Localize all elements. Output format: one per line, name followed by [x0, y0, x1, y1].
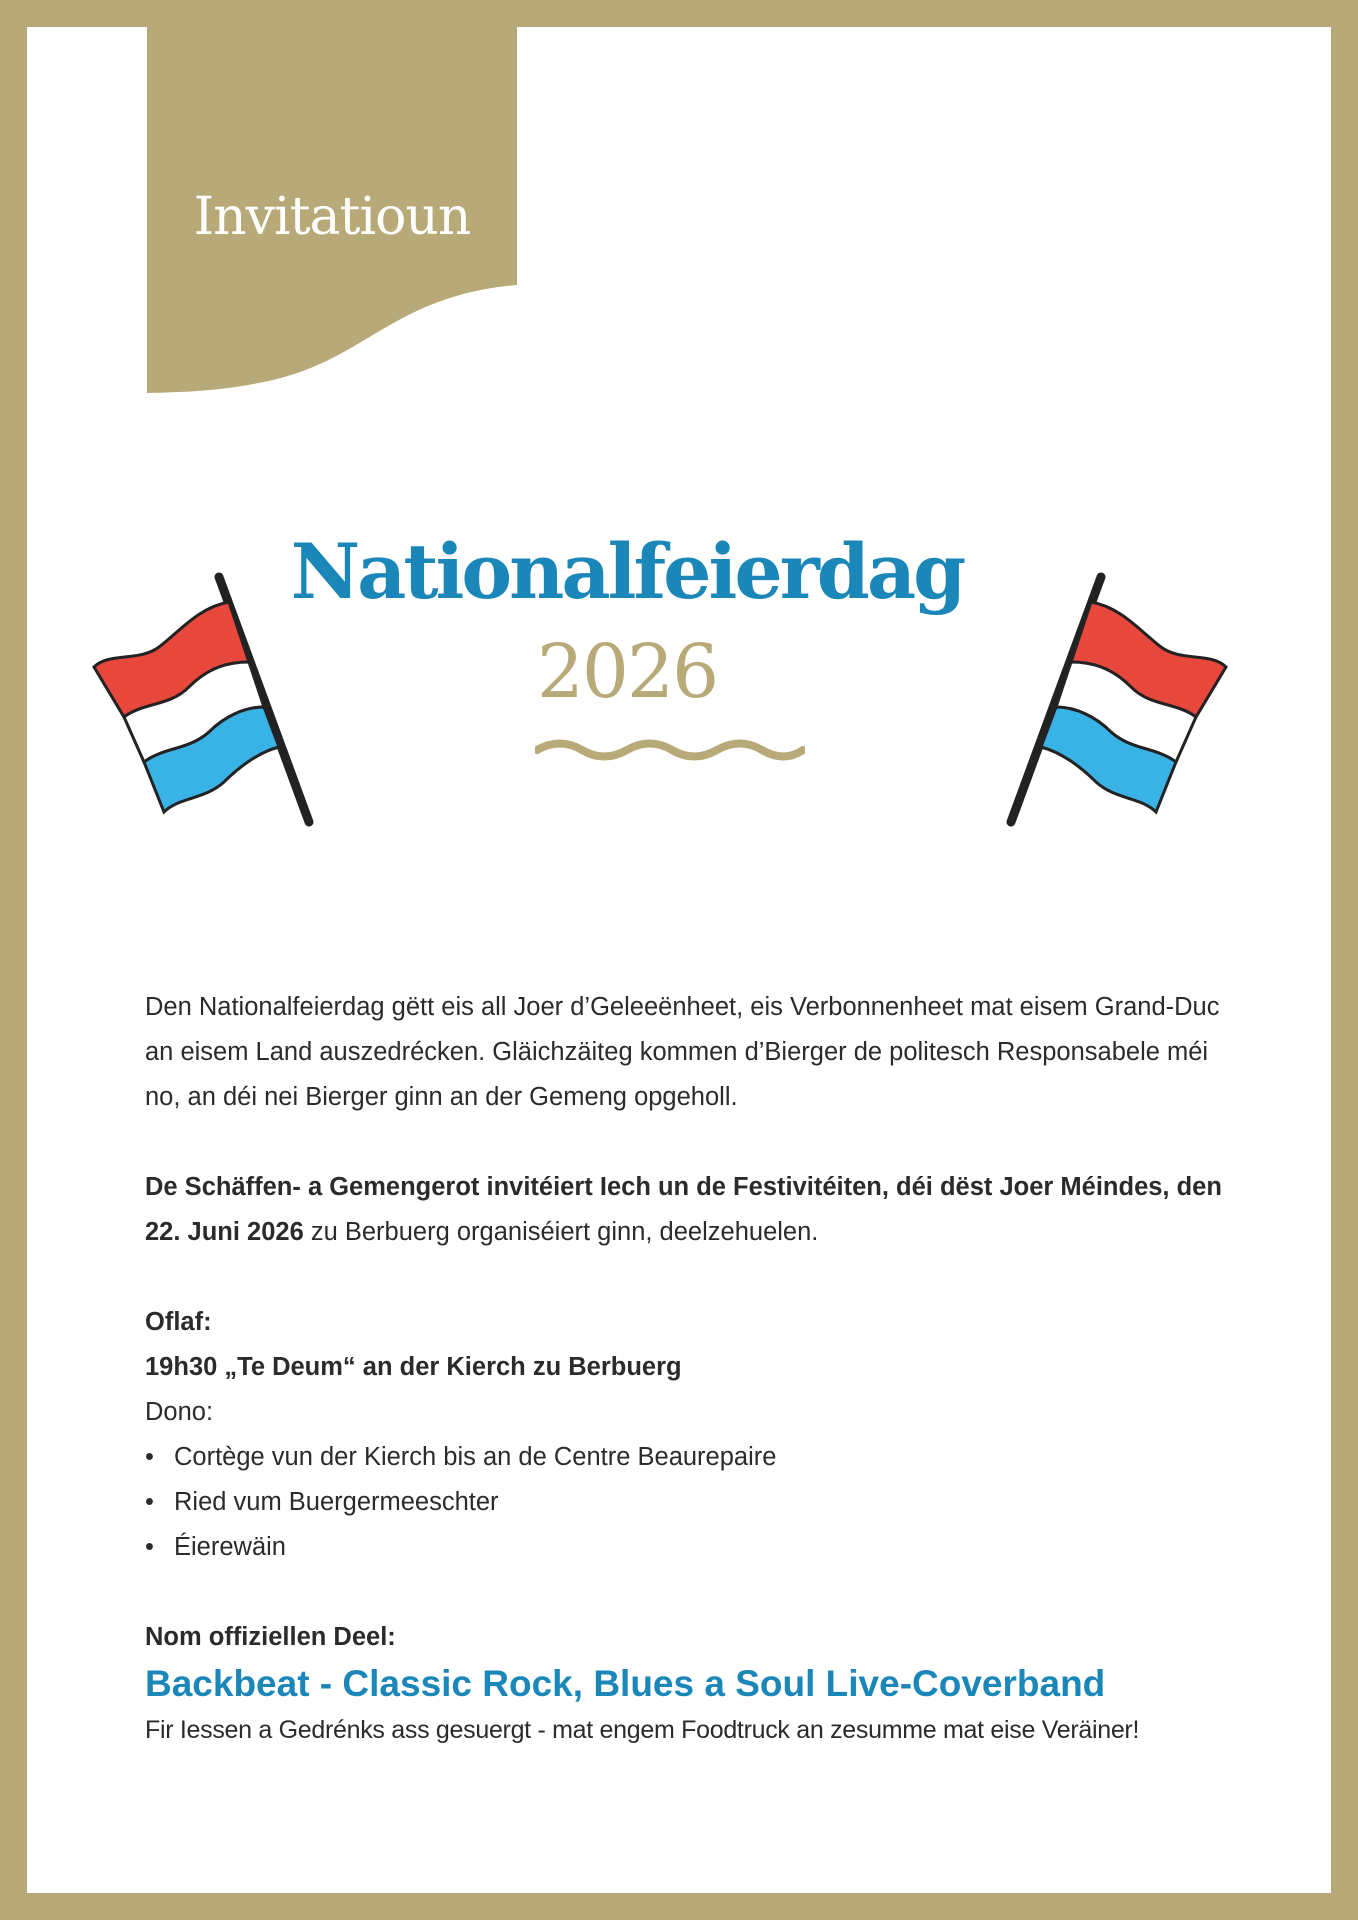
programme-list	[145, 1435, 1225, 1570]
unofficial-heading: Nom offiziellen Deel:	[145, 1623, 396, 1651]
wave-ornament-icon	[535, 735, 805, 765]
intro-paragraph: Den Nationalfeierdag gëtt eis all Joer d’Geleeënheet, eis Verbonnenheet mat eisem Grand-Duc an eisem Land auszedrécken. Gläichzäiteg kommen d’Bierger de politesch Responsabele méi no, an déi nei Bierger ginn an der Gemeng opgeholl.	[145, 993, 1220, 1111]
invitation-label: Invitatioun	[193, 187, 471, 247]
list-item: • Ried vum Buergermeeschter	[145, 1480, 1225, 1525]
programme-heading: Oflaf:	[145, 1308, 212, 1336]
list-item: • Cortège vun der Kierch bis an de Centre Beaurepaire	[145, 1435, 1225, 1480]
header-tab	[147, 27, 517, 417]
programme-first: 19h30 „Te Deum“ an der Kierch zu Berbuerg	[145, 1353, 682, 1381]
event-title: Nationalfeierdag	[290, 527, 964, 616]
event-year: 2026	[536, 629, 718, 715]
invite-date: De Schäffen- a Gemengerot invitéiert Iech un de Festivitéiten, déi dëst Joer Méindes, den 22. Juni 2026	[145, 1173, 1222, 1246]
invitation-body	[145, 985, 1225, 1753]
invitation-page	[27, 27, 1331, 1893]
programme-then: Dono:	[145, 1398, 214, 1426]
invite-location: zu Berbuerg organiséiert ginn, deelzehuelen.	[303, 1218, 819, 1246]
list-item: • Éierewäin	[145, 1525, 1225, 1570]
luxembourg-flag-icon	[69, 572, 329, 832]
luxembourg-flag-icon	[991, 572, 1251, 832]
closing-text: Fir Iessen a Gedrénks ass gesuergt - mat engem Foodtruck an zesumme mat eise Veräiner!	[145, 1716, 1140, 1744]
invite-paragraph	[145, 1165, 1225, 1255]
band-name: Backbeat - Classic Rock, Blues a Soul Live-Coverband	[145, 1663, 1106, 1704]
